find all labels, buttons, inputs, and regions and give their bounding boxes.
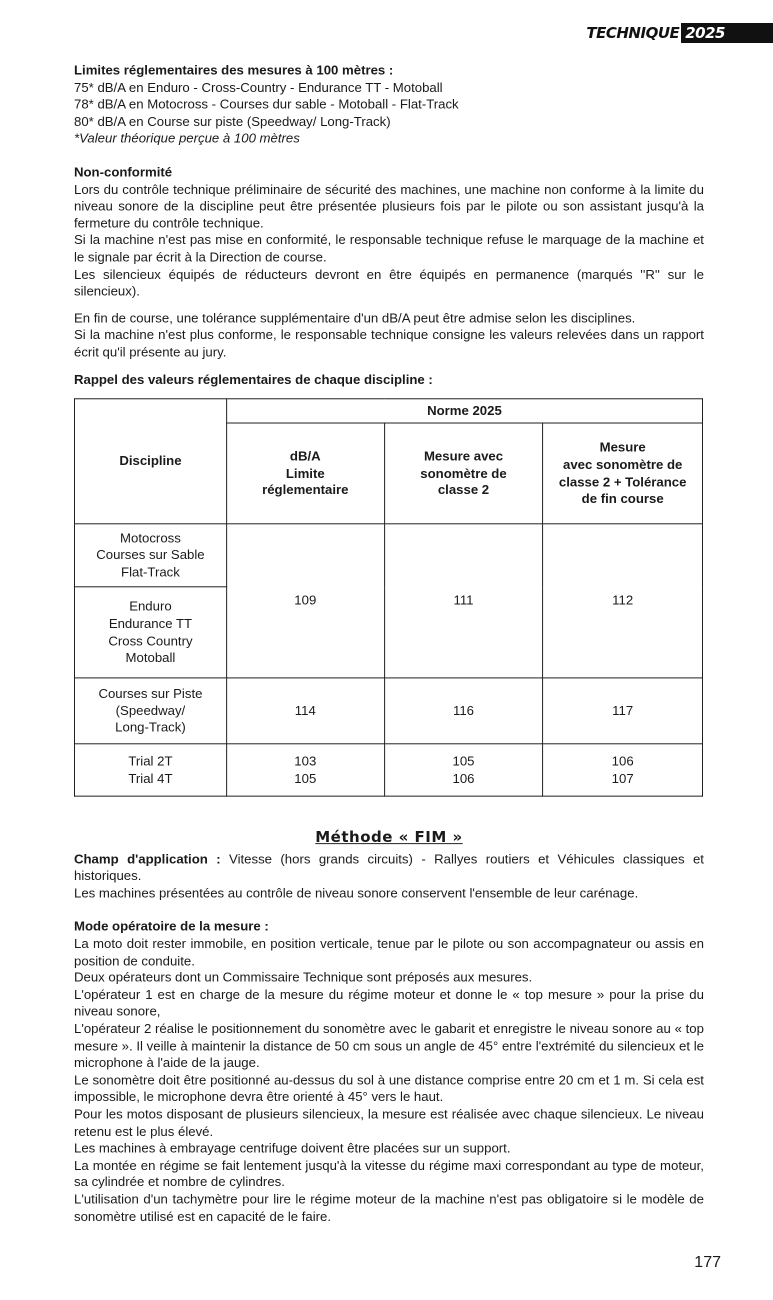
table-header-class2: Mesure avec sonomètre de classe 2 xyxy=(384,423,543,524)
class2-cell: 111 xyxy=(384,524,543,678)
table-header-discipline: Discipline xyxy=(74,399,226,524)
mode-paragraph: L'opérateur 1 est en charge de la mesure du régime moteur et donne le « top mesure » pour la prise du niveau sonore, xyxy=(74,987,704,1019)
scope-label: Champ d'application : xyxy=(74,851,221,867)
limit-cell: 114 xyxy=(226,678,384,744)
discipline-cell: Motocross Courses sur Sable Flat-Track xyxy=(74,524,226,587)
section-header xyxy=(586,23,773,43)
class2-cell: 116 xyxy=(384,678,543,744)
scope-text: Vitesse (hors grands circuits) - Rallyes routiers et Véhicules classiques et historiques. xyxy=(74,851,704,884)
reminder-heading: Rappel des valeurs réglementaires de chaque discipline : xyxy=(74,371,433,387)
table-row xyxy=(74,744,702,796)
limits-note: *Valeur théorique perçue à 100 mètres xyxy=(74,131,300,146)
mode-paragraph: L'opérateur 2 réalise le positionnement du sonomètre avec le gabarit et enregistre le niveau sonore au « top mesure ». Il veille à maintenir la distance de 50 cm sous un angle de 45° entre l'extrémité du silencieux et le microphone à l'aide de la jauge. xyxy=(74,1021,704,1071)
table-row xyxy=(74,678,702,744)
discipline-cell: Trial 2T Trial 4T xyxy=(74,744,226,796)
discipline-cell: Enduro Endurance TT Cross Country Motoball xyxy=(74,587,226,678)
table-row xyxy=(74,524,702,587)
discipline-cell: Courses sur Piste (Speedway/ Long-Track) xyxy=(74,678,226,744)
section-title: TECHNIQUE xyxy=(586,24,680,42)
nonconformity-paragraph: En fin de course, une tolérance supplémentaire d'un dB/A peut être admise selon les disciplines. xyxy=(74,310,636,326)
mode-paragraph: Les machines à embrayage centrifuge doivent être placées sur un support. xyxy=(74,1140,511,1156)
page-number: 177 xyxy=(694,1254,721,1271)
nonconformity-paragraph: Si la machine n'est plus conforme, le responsable technique consigne les valeurs relevées dans un rapport écrit qu'il présente au jury. xyxy=(74,327,704,360)
limits-line: 78* dB/A en Motocross - Courses dur sable - Motoball - Flat-Track xyxy=(74,97,459,112)
tolerance-cell: 106 107 xyxy=(543,744,703,796)
mode-paragraph: La montée en régime se fait lentement jusqu'à la vitesse du régime maxi correspondant au type de moteur, sa cylindrée et nombre de cylindres. xyxy=(74,1157,704,1190)
scope-paragraph xyxy=(74,851,704,885)
limits-line: 75* dB/A en Enduro - Cross-Country - Endurance TT - Motoball xyxy=(74,80,443,95)
noise-limits-table xyxy=(74,398,703,796)
table-header-norm: Norme 2025 xyxy=(226,399,702,423)
limit-cell: 103 105 xyxy=(226,744,384,796)
page-content xyxy=(74,62,704,1225)
method-title: Méthode « FIM » xyxy=(315,828,463,847)
section-year: 2025 xyxy=(681,23,773,43)
nonconformity-heading: Non-conformité xyxy=(74,164,173,180)
tolerance-cell: 117 xyxy=(543,678,703,744)
table-header-limit: dB/A Limite réglementaire xyxy=(226,423,384,524)
nonconformity-paragraph: Les silencieux équipés de réducteurs devront en être équipés en permanence (marqués ''R'' sur le silencieux). xyxy=(74,267,704,299)
nonconformity-paragraph: Si la machine n'est pas mise en conformité, le responsable technique refuse le marquage de la machine et le signale par écrit à la Direction de course. xyxy=(74,232,704,265)
mode-paragraph: L'utilisation d'un tachymètre pour lire le régime moteur de la machine n'est pas obligatoire si le modèle de sonomètre utilisé est en capacité de le faire. xyxy=(74,1192,704,1224)
mode-paragraph: Le sonomètre doit être positionné au-dessus du sol à une distance comprise entre 20 cm et 1 m. Si cela est impossible, le microphone devra être orienté à 45° vers le haut. xyxy=(74,1072,704,1105)
scope-line: Les machines présentées au contrôle de niveau sonore conservent l'ensemble de leur carénage. xyxy=(74,885,639,901)
mode-heading: Mode opératoire de la mesure : xyxy=(74,919,269,934)
table-header-tolerance: Mesure avec sonomètre de classe 2 + Tolérance de fin course xyxy=(543,423,703,524)
limit-cell: 109 xyxy=(226,524,384,678)
mode-paragraph: Deux opérateurs dont un Commissaire Technique sont préposés aux mesures. xyxy=(74,970,533,985)
limits-line: 80* dB/A en Course sur piste (Speedway/ Long-Track) xyxy=(74,114,391,129)
mode-paragraph: La moto doit rester immobile, en position verticale, tenue par le pilote ou son accompagnateur ou assis en position de conduite. xyxy=(74,936,704,968)
tolerance-cell: 112 xyxy=(543,524,703,678)
class2-cell: 105 106 xyxy=(384,744,543,796)
limits-heading: Limites réglementaires des mesures à 100 mètres : xyxy=(74,62,394,78)
mode-paragraph: Pour les motos disposant de plusieurs silencieux, la mesure est réalisée avec chaque silencieux. Le niveau retenu est le plus élevé. xyxy=(74,1106,704,1139)
nonconformity-paragraph: Lors du contrôle technique préliminaire de sécurité des machines, une machine non conforme à la limite du niveau sonore de la discipline peut être présentée plusieurs fois par le pilote ou son assistant jusqu'à la fermeture du contrôle technique. xyxy=(74,181,704,231)
